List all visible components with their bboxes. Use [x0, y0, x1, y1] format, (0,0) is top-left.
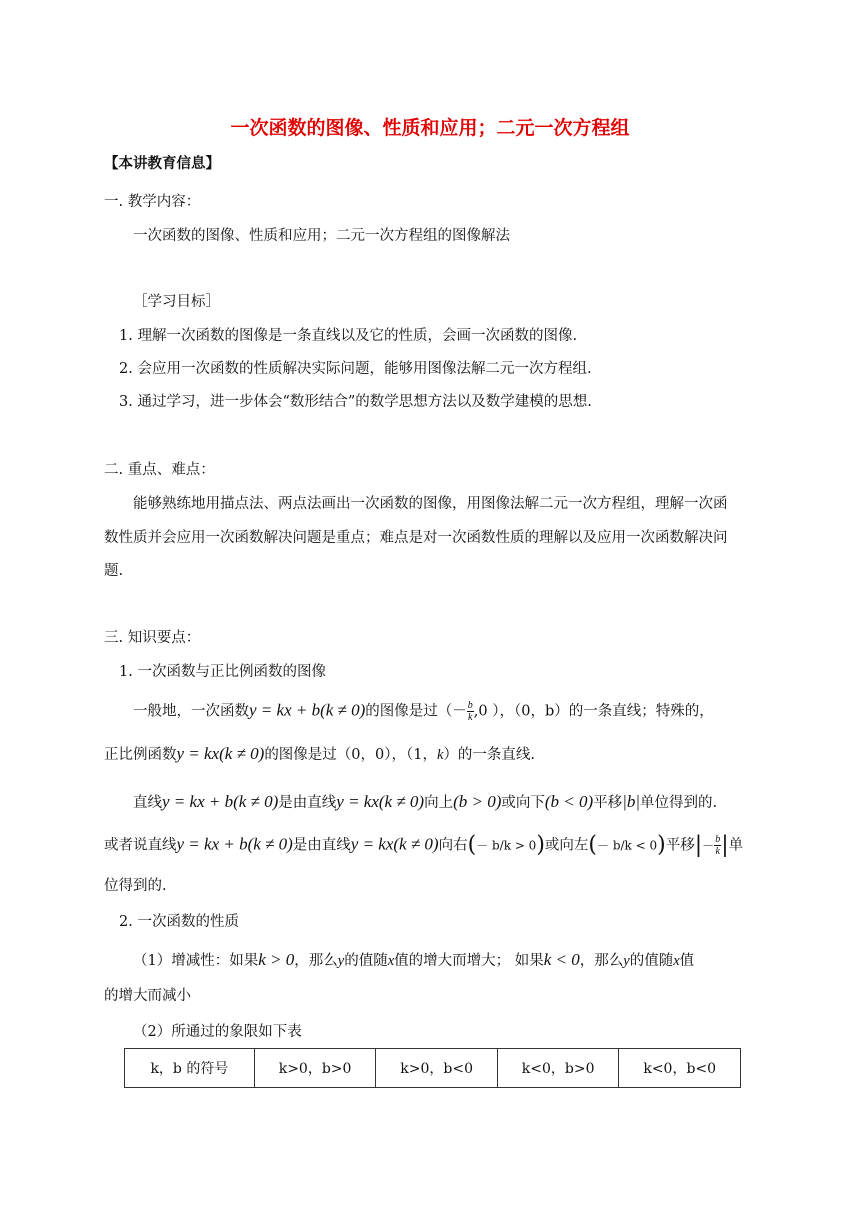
text: ,0 ），（0，b）的一条直线；特殊的， [473, 703, 714, 720]
k-symbol: k [437, 747, 444, 763]
linear-equation: y = kx + b(k ≠ 0) [162, 792, 279, 811]
section-2-line-2: 数性质并会应用一次函数解决问题是重点；难点是对一次函数性质的理解以及应用一次函数解决问 [104, 530, 728, 546]
table-row [125, 1049, 741, 1088]
point-2-heading: 2. 一次函数的性质 [119, 914, 239, 930]
fraction-b-over-k [467, 700, 474, 723]
fraction-denominator: k [468, 712, 473, 723]
k-positive: k > 0 [258, 950, 295, 969]
text: 的图像是过（－ [365, 703, 467, 720]
condition-right: － b/k > 0 [476, 838, 537, 853]
condition-down: (b < 0) [544, 792, 594, 811]
linear-equation: y = kx + b(k ≠ 0) [176, 834, 293, 854]
text: 值 [679, 953, 695, 969]
text: 向上 [424, 795, 454, 811]
fraction-numerator: b [715, 834, 721, 845]
point-1-line-4: 或者说直线y = kx + b(k ≠ 0)是由直线y = kx(k ≠ 0)向右(－ b/k > 0)或向左(－ b/k < 0)平移|－ $\frac{b}{k}$ |单 [104, 832, 744, 858]
sign-table [124, 1048, 741, 1088]
goal-item-1: 1. 理解一次函数的图像是一条直线以及它的性质，会画一次函数的图像. [119, 328, 578, 344]
point-2-line-1 [133, 950, 694, 971]
fraction-numerator: b [467, 700, 473, 711]
point-1-line-1 [133, 700, 714, 723]
proportional-equation: y = kx(k ≠ 0) [350, 834, 439, 854]
text: 或向左 [544, 837, 589, 854]
fraction-denominator: k [715, 846, 720, 857]
text: 的值随 [344, 953, 388, 969]
abs-b: |b| [622, 792, 641, 811]
text: 直线 [133, 795, 162, 811]
point-1-line-3 [133, 792, 717, 813]
text: 单位得到的. [640, 795, 718, 811]
proportional-equation: y = kx(k ≠ 0) [176, 744, 265, 763]
proportional-equation: y = kx(k ≠ 0) [336, 792, 425, 811]
x-symbol: x [387, 953, 395, 969]
point-2-line-2: 的增大而减小 [104, 988, 191, 1004]
section-2-line-1: 能够熟练地用描点法、两点法画出一次函数的图像，用图像法解二元一次方程组，理解一次函 [133, 496, 728, 512]
text: ）的一条直线. [443, 747, 536, 763]
page-title: 一次函数的图像、性质和应用；二元一次方程组 [230, 117, 630, 139]
text: 平移 [665, 837, 695, 854]
section-2-heading: 二. 重点、难点： [104, 462, 215, 478]
text: 或向下 [501, 795, 545, 811]
k-negative: k < 0 [543, 950, 580, 969]
point-2-line-3: （2）所通过的象限如下表 [133, 1024, 302, 1040]
goal-item-3: 3. 通过学习，进一步体会“数形结合”的数学思想方法以及数学建模的思想. [119, 394, 592, 410]
table-cell: k<0，b<0 [619, 1049, 741, 1088]
section-2-line-3: 题. [104, 563, 124, 579]
table-cell: k>0，b<0 [376, 1049, 498, 1088]
section-1-content: 一次函数的图像、性质和应用；二元一次方程组的图像解法 [133, 228, 510, 244]
section-header: 【本讲教育信息】 [104, 156, 220, 172]
text: ，那么 [579, 953, 624, 969]
text: ，那么 [294, 953, 338, 969]
text: 的图像是过（0，0），（1， [264, 747, 437, 763]
text: 一般地，一次函数 [133, 703, 249, 720]
y-symbol: y [623, 953, 630, 969]
goals-heading: ［学习目标］ [133, 294, 220, 310]
text: 向右 [438, 837, 468, 854]
table-cell: k<0，b>0 [497, 1049, 619, 1088]
text: 的值随 [629, 953, 674, 969]
goal-item-2: 2. 会应用一次函数的性质解决实际问题，能够用图像法解二元一次方程组. [119, 361, 592, 377]
text: 单 [728, 837, 744, 854]
table-cell: k>0，b>0 [254, 1049, 376, 1088]
point-1-line-5: 位得到的. [104, 878, 167, 894]
linear-equation: y = kx + b(k ≠ 0) [249, 700, 366, 720]
text: 或者说直线 [104, 837, 177, 854]
text: 平移 [593, 795, 623, 811]
section-1-heading: 一. 教学内容： [104, 194, 201, 210]
text: 是由直线 [292, 837, 351, 854]
point-1-line-2 [104, 744, 535, 765]
text: 是由直线 [278, 795, 337, 811]
condition-up: (b > 0) [453, 792, 502, 811]
text: （1）增减性：如果 [133, 953, 259, 969]
text: 正比例函数 [104, 747, 177, 763]
section-3-heading: 三. 知识要点： [104, 630, 201, 646]
x-symbol: x [673, 953, 680, 969]
point-1-heading: 1. 一次函数与正比例函数的图像 [119, 664, 326, 680]
text: 值的增大而增大； 如果 [394, 953, 544, 969]
table-cell: k，b 的符号 [125, 1049, 255, 1088]
condition-left: － b/k < 0 [597, 838, 658, 853]
y-symbol: y [337, 953, 345, 969]
